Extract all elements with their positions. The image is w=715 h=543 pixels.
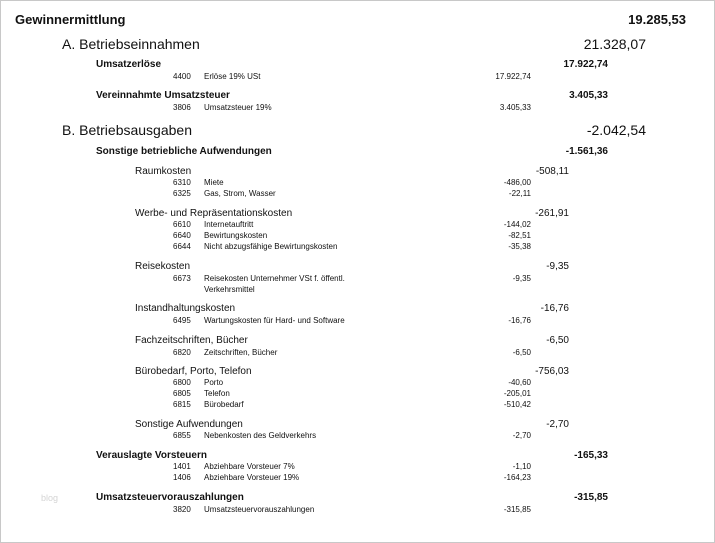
account-name: Umsatzsteuer 19% xyxy=(204,103,272,112)
subgroup-buerobedarf-total: -756,03 xyxy=(535,366,569,377)
group-vereinnahmte-ust-label: Vereinnahmte Umsatzsteuer xyxy=(96,90,230,101)
section-ausgaben-heading: B. Betriebsausgaben xyxy=(62,122,192,138)
account-name-continued: Verkehrsmittel xyxy=(204,285,255,294)
subgroup-sonstige-aufwendungen-total: -2,70 xyxy=(546,419,569,430)
account-amount: -16,76 xyxy=(508,316,531,325)
group-vorsteuern-total: -165,33 xyxy=(574,450,608,461)
account-number: 4400 xyxy=(173,72,191,81)
account-amount: -22,11 xyxy=(508,189,531,198)
account-amount: -6,50 xyxy=(512,348,531,357)
group-sonstige-total: -1.561,36 xyxy=(565,146,608,157)
account-amount: -40,60 xyxy=(508,378,531,387)
subgroup-werbekosten-total: -261,91 xyxy=(535,208,569,219)
account-name: Zeitschriften, Bücher xyxy=(204,348,278,357)
account-number: 6644 xyxy=(173,242,191,251)
group-ust-vorauszahlungen-label: Umsatzsteuervorauszahlungen xyxy=(96,492,244,503)
account-number: 1406 xyxy=(173,473,191,482)
subgroup-werbekosten-label: Werbe- und Repräsentationskosten xyxy=(135,208,293,219)
group-umsatzerloese-label: Umsatzerlöse xyxy=(96,59,162,70)
account-name: Porto xyxy=(204,378,224,387)
account-amount: -144,02 xyxy=(503,220,531,229)
subgroup-instandhaltung-total: -16,76 xyxy=(540,303,569,314)
account-number: 6610 xyxy=(173,220,191,229)
account-amount: -205,01 xyxy=(503,389,531,398)
account-name: Telefon xyxy=(204,389,230,398)
account-name: Bewirtungskosten xyxy=(204,231,268,240)
account-name: Abziehbare Vorsteuer 7% xyxy=(204,462,295,471)
account-number: 6495 xyxy=(173,316,191,325)
group-ust-vorauszahlungen-total: -315,85 xyxy=(574,492,608,503)
group-sonstige-label: Sonstige betriebliche Aufwendungen xyxy=(96,146,272,157)
account-number: 6673 xyxy=(173,274,191,283)
account-number: 6815 xyxy=(173,400,191,409)
subgroup-reisekosten-total: -9,35 xyxy=(546,261,569,272)
account-number: 6855 xyxy=(173,431,191,440)
subgroup-buerobedarf-label: Bürobedarf, Porto, Telefon xyxy=(135,366,252,377)
account-name: Internetauftritt xyxy=(204,220,254,229)
account-amount: 17.922,74 xyxy=(495,72,531,81)
account-name: Erlöse 19% USt xyxy=(204,72,261,81)
account-name: Abziehbare Vorsteuer 19% xyxy=(204,473,300,482)
account-number: 6325 xyxy=(173,189,191,198)
account-name: Wartungskosten für Hard- und Software xyxy=(204,316,345,325)
account-amount: -486,00 xyxy=(503,178,531,187)
account-name: Nicht abzugsfähige Bewirtungskosten xyxy=(204,242,338,251)
account-amount: -82,51 xyxy=(508,231,531,240)
group-vorsteuern-label: Verauslagte Vorsteuern xyxy=(96,450,207,461)
account-amount: -315,85 xyxy=(503,505,531,514)
account-number: 3806 xyxy=(173,103,191,112)
account-amount: -164,23 xyxy=(503,473,531,482)
report-title: Gewinnermittlung xyxy=(15,12,126,27)
account-number: 6640 xyxy=(173,231,191,240)
section-ausgaben-total: -2.042,54 xyxy=(586,122,646,138)
subgroup-reisekosten-label: Reisekosten xyxy=(135,261,191,272)
account-name: Reisekosten Unternehmer VSt f. öffentl. xyxy=(204,274,345,283)
subgroup-sonstige-aufwendungen-label: Sonstige Aufwendungen xyxy=(135,419,243,430)
account-amount: -35,38 xyxy=(508,242,531,251)
account-number: 6805 xyxy=(173,389,191,398)
subgroup-fachzeitschriften-total: -6,50 xyxy=(546,335,569,346)
account-name: Umsatzsteuervorauszahlungen xyxy=(204,505,315,514)
account-amount: -9,35 xyxy=(512,274,531,283)
group-umsatzerloese-total: 17.922,74 xyxy=(563,59,608,70)
section-einnahmen-total: 21.328,07 xyxy=(583,36,646,52)
subgroup-fachzeitschriften-label: Fachzeitschriften, Bücher xyxy=(135,335,248,346)
account-name: Miete xyxy=(204,178,224,187)
group-vereinnahmte-ust-total: 3.405,33 xyxy=(569,90,608,101)
account-amount: -1,10 xyxy=(512,462,531,471)
account-amount: -2,70 xyxy=(512,431,531,440)
report-total: 19.285,53 xyxy=(628,12,686,27)
account-number: 6800 xyxy=(173,378,191,387)
subgroup-instandhaltung-label: Instandhaltungskosten xyxy=(135,303,236,314)
account-number: 3820 xyxy=(173,505,191,514)
subgroup-raumkosten-label: Raumkosten xyxy=(135,166,192,177)
account-amount: -510,42 xyxy=(503,400,531,409)
watermark-text: blog xyxy=(41,493,59,503)
account-name: Bürobedarf xyxy=(204,400,244,409)
account-amount: 3.405,33 xyxy=(499,103,531,112)
account-name: Gas, Strom, Wasser xyxy=(204,189,276,198)
section-einnahmen-heading: A. Betriebseinnahmen xyxy=(62,36,200,52)
account-number: 1401 xyxy=(173,462,191,471)
account-number: 6820 xyxy=(173,348,191,357)
subgroup-raumkosten-total: -508,11 xyxy=(535,166,569,177)
account-number: 6310 xyxy=(173,178,191,187)
account-name: Nebenkosten des Geldverkehrs xyxy=(204,431,317,440)
